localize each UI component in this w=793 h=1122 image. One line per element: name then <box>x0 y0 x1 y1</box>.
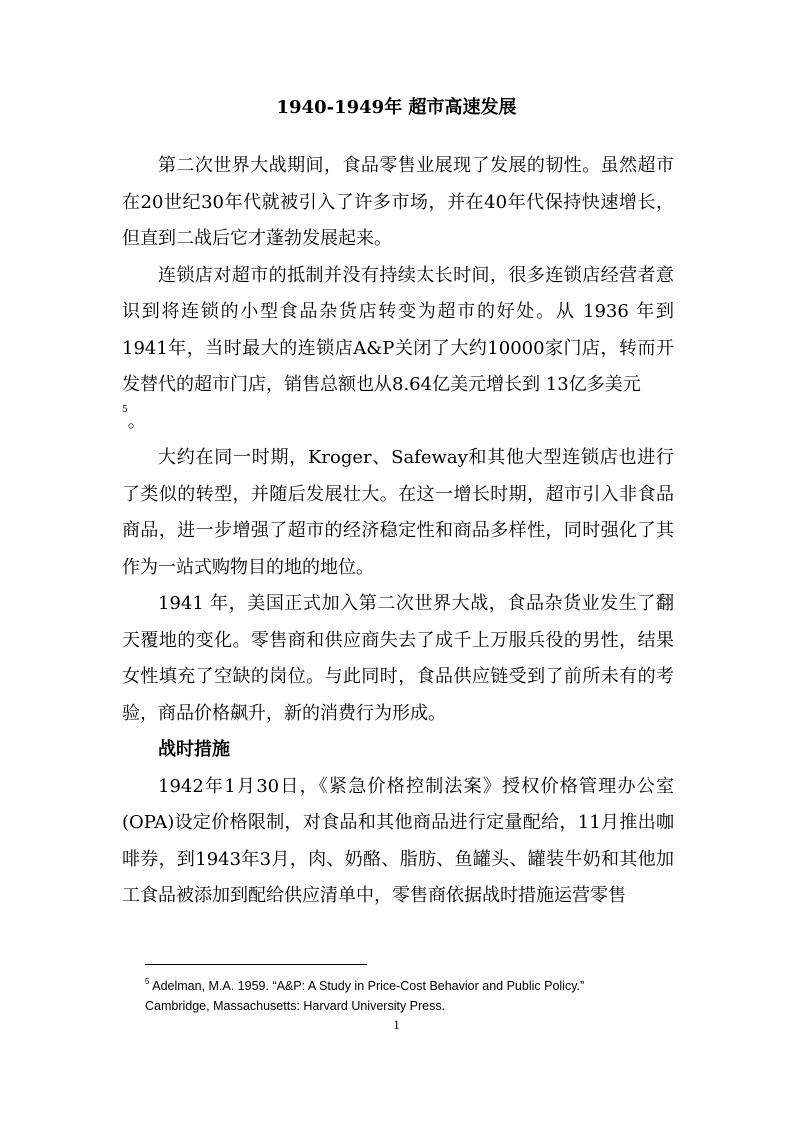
page-number: 1 <box>393 1017 400 1032</box>
footnote-citation: Adelman, M.A. 1959. “A&P: A Study in Price-Cost Behavior and Public Policy.” <box>149 979 585 993</box>
paragraph-2-tail: 。 <box>127 410 146 432</box>
body-text <box>122 148 674 915</box>
footnote-reference[interactable]: 5 <box>122 404 128 415</box>
footnote-mark: 5 <box>145 977 150 986</box>
paragraph-3: 大约在同一时期，Kroger、Safeway和其他大型连锁店也进行了类似的转型，并随后发展壮大。在这一增长时期，超市引入非食品商品，进一步增强了超市的经济稳定性和商品多样性，同时强化了其作为一站式购物目的地的地位。 <box>122 447 674 578</box>
paragraph-5: 1942年1月30日，《紧急价格控制法案》授权价格管理办公室(OPA)设定价格限制，对食品和其他商品进行定量配给，11月推出咖啡券，到1943年3月，肉、奶酪、脂肪、鱼罐头、罐装牛奶和其他加工食品被添加到配给供应清单中，零售商依据战时措施运营零售 <box>122 775 674 906</box>
page-title: 1940-1949年 超市高速发展 <box>276 97 517 118</box>
paragraph-2-text: 连锁店对超市的抵制并没有持续太长时间，很多连锁店经营者意识到将连锁的小型食品杂货店转变为超市的好处。从 1936 年到1941年，当时最大的连锁店A&P关闭了大约10000家门店，转而开发替代的超市门店，销售总额也从8.64亿美元增长到 13亿多美元 <box>122 264 674 395</box>
paragraph-2 <box>122 258 674 441</box>
paragraph-1: 第二次世界大战期间，食品零售业展现了发展的韧性。虽然超市在20世纪30年代就被引入了许多市场，并在40年代保持快速增长，但直到二战后它才蓬勃发展起来。 <box>122 155 674 249</box>
section-subheading: 战时措施 <box>158 739 230 760</box>
footnote-divider <box>145 964 367 965</box>
footnote-line-1 <box>145 976 685 996</box>
paragraph-4: 1941 年，美国正式加入第二次世界大战，食品杂货业发生了翻天覆地的变化。零售商和供应商失去了成千上万服兵役的男性，结果女性填充了空缺的岗位。与此同时，食品供应链受到了前所未有的考验，商品价格飙升，新的消费行为形成。 <box>122 593 674 724</box>
footnote <box>145 976 685 1016</box>
footnote-line-2: Cambridge, Massachusetts: Harvard University Press. <box>145 999 446 1013</box>
